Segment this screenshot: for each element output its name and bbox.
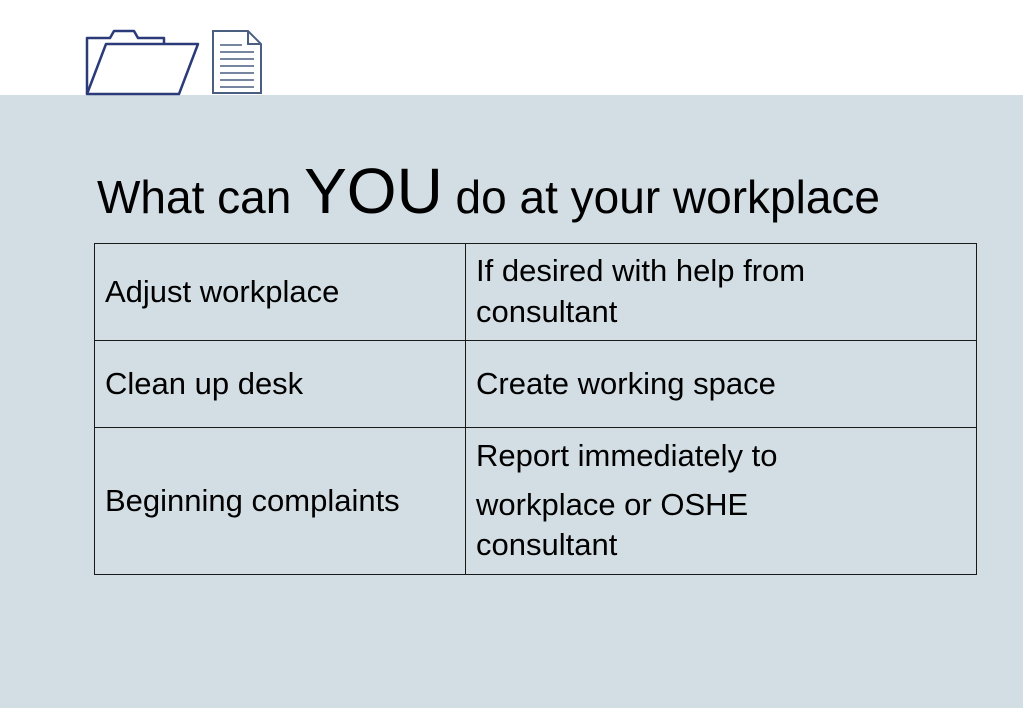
cell-text-line: If desired with help from [476, 253, 806, 289]
table-cell-detail [466, 428, 977, 575]
cell-text-line: Report immediately to [476, 437, 778, 473]
table-row [95, 244, 977, 341]
table-cell-action [95, 341, 466, 428]
cell-text-line: consultant [476, 294, 618, 329]
cell-text: Adjust workplace [105, 273, 340, 309]
table-cell-action [95, 428, 466, 575]
title-part-2: do at your workplace [442, 171, 881, 223]
title-part-1: What can [97, 171, 305, 223]
actions-table [94, 243, 977, 575]
cell-text-line: consultant [476, 527, 618, 563]
cell-text: Clean up desk [105, 365, 304, 401]
title-emphasis: YOU [304, 155, 443, 227]
cell-text: Beginning complaints [105, 482, 400, 518]
table-cell-detail [466, 341, 977, 428]
table-cell-detail [466, 244, 977, 341]
slide-title [97, 148, 1007, 234]
actions-table-container [94, 243, 976, 575]
cell-text-line: workplace or OSHE [476, 486, 749, 522]
document-icon [210, 28, 264, 96]
table-cell-action [95, 244, 466, 341]
folder-icon [84, 28, 200, 98]
table-row [95, 428, 977, 575]
cell-text-line: Create working space [476, 365, 776, 401]
table-row [95, 341, 977, 428]
